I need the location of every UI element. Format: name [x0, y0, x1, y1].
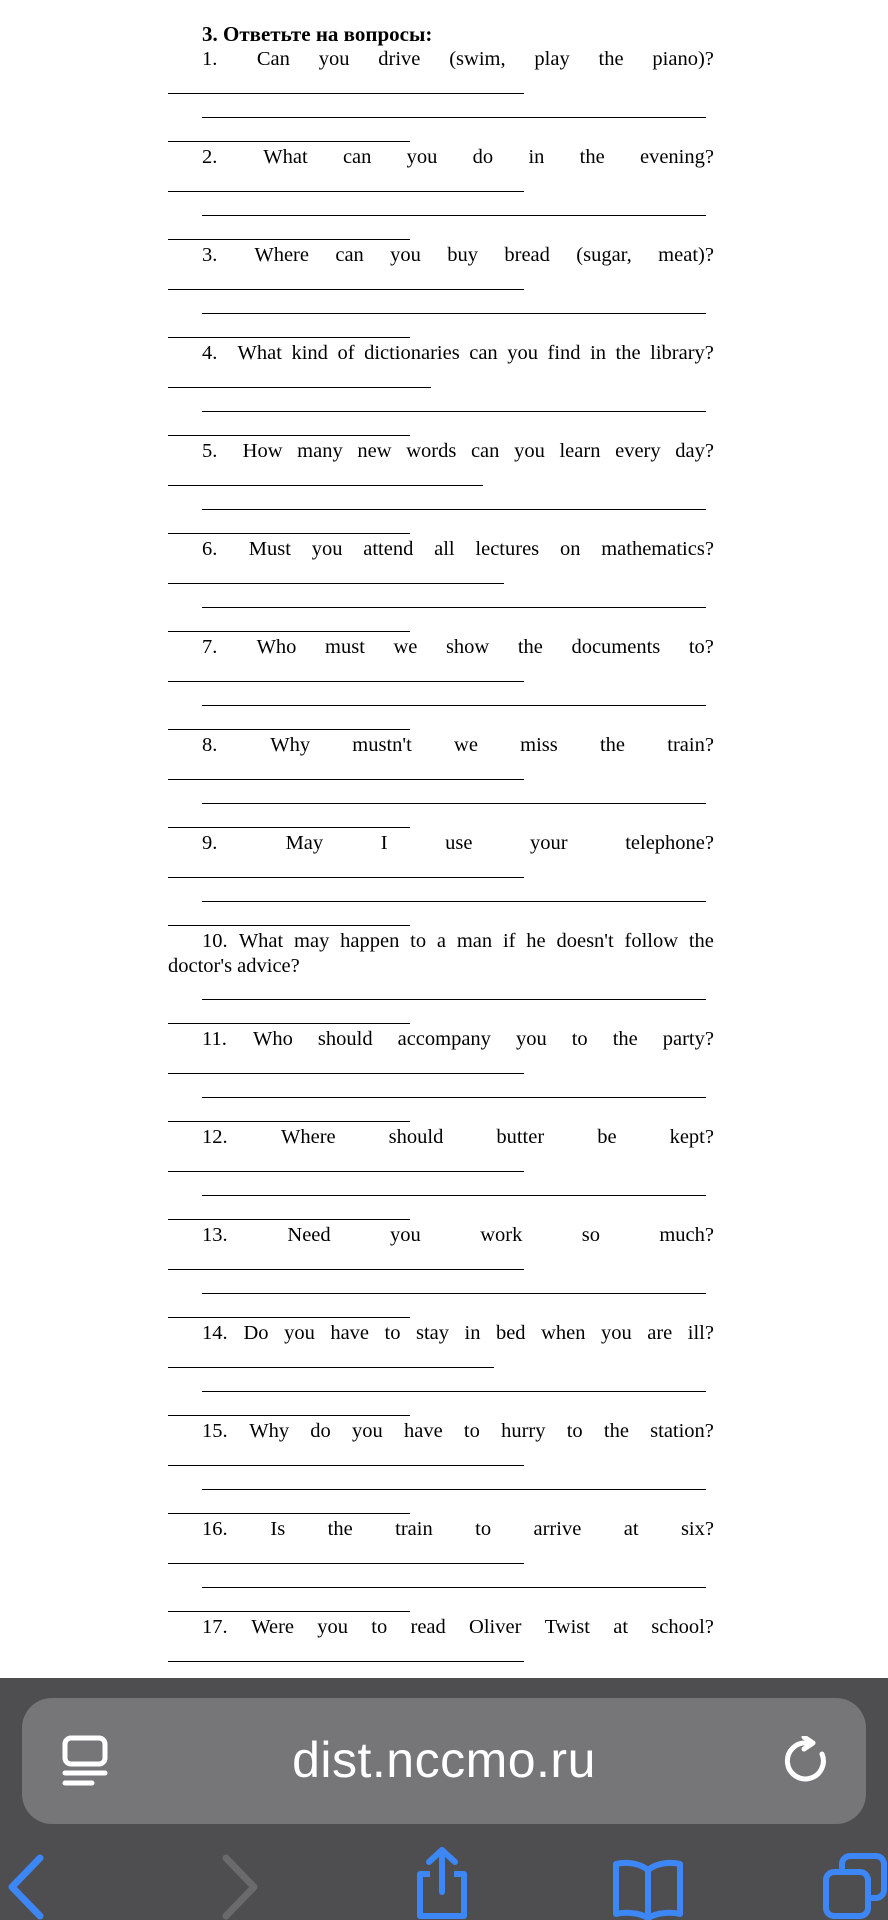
- answer-line-long: [202, 1195, 706, 1196]
- answer-line-lead: [168, 1023, 410, 1024]
- question-word: can: [469, 342, 498, 364]
- question-word: you: [514, 440, 545, 462]
- question-word: the: [599, 734, 626, 756]
- question-word: you: [317, 1616, 349, 1638]
- question-number: 10.: [202, 930, 228, 952]
- question-16: [202, 1517, 714, 1542]
- question-word: attend: [363, 538, 414, 560]
- question-word: when: [541, 1322, 586, 1344]
- question-word: follow: [624, 930, 679, 952]
- answer-line-short: [168, 289, 524, 290]
- question-word: ill?: [687, 1322, 714, 1344]
- question-word: you: [284, 1322, 315, 1344]
- question-4: [202, 341, 714, 366]
- question-word: (swim,: [449, 48, 506, 70]
- question-word: buy: [447, 244, 479, 266]
- question-word: Do: [243, 1322, 269, 1344]
- answer-line-short: [168, 779, 524, 780]
- question-word: Where: [254, 244, 309, 266]
- question-word: meat)?: [658, 244, 714, 266]
- question-word: every: [615, 440, 661, 462]
- question-word: May: [285, 832, 324, 854]
- question-14: [202, 1321, 714, 1346]
- question-word: words: [406, 440, 457, 462]
- tabs-icon[interactable]: [822, 1852, 888, 1920]
- question-word: to: [371, 1616, 388, 1638]
- question-number: 2.: [202, 146, 218, 168]
- question-number: 14.: [202, 1322, 228, 1344]
- question-word: Twist: [544, 1616, 590, 1638]
- question-number: 12.: [202, 1126, 228, 1148]
- question-word: play: [534, 48, 570, 70]
- answer-line-lead: [168, 1513, 410, 1514]
- question-word: day?: [675, 440, 714, 462]
- answer-line-short: [168, 191, 524, 192]
- question-word: to: [384, 1322, 401, 1344]
- question-word: should: [388, 1126, 444, 1148]
- answer-line-lead: [168, 435, 410, 436]
- question-word: do: [472, 146, 494, 168]
- question-word: at: [613, 1616, 629, 1638]
- question-word: (sugar,: [576, 244, 632, 266]
- answer-line-lead: [168, 631, 410, 632]
- question-number: 17.: [202, 1616, 228, 1638]
- answer-line-long: [202, 215, 706, 216]
- question-word: learn: [559, 440, 601, 462]
- question-6: [202, 537, 714, 562]
- question-word: station?: [650, 1420, 714, 1442]
- question-word: What: [238, 930, 284, 952]
- question-word: mathematics?: [601, 538, 714, 560]
- browser-bottom-bar: [0, 1678, 888, 1920]
- question-word: dictionaries: [364, 342, 460, 364]
- question-word: Who: [253, 1028, 293, 1050]
- question-word: I: [380, 832, 388, 854]
- question-word: Were: [251, 1616, 294, 1638]
- answer-line-short: [168, 1563, 524, 1564]
- answer-line-long: [202, 999, 706, 1000]
- question-word: telephone?: [625, 832, 714, 854]
- answer-line-short: [168, 1367, 494, 1368]
- question-word: in: [464, 1322, 481, 1344]
- answer-line-lead: [168, 1611, 410, 1612]
- question-word: stay: [415, 1322, 449, 1344]
- question-number: 7.: [202, 636, 218, 658]
- question-word: the: [598, 48, 624, 70]
- answer-line-long: [202, 411, 706, 412]
- answer-line-short: [168, 1465, 524, 1466]
- question-word: he: [526, 930, 546, 952]
- question-word: happen: [340, 930, 400, 952]
- answer-line-long: [202, 803, 706, 804]
- question-word: you: [390, 244, 421, 266]
- question-word: find: [547, 342, 581, 364]
- answer-line-short: [168, 1269, 524, 1270]
- question-word: arrive: [533, 1518, 582, 1540]
- question-word: piano)?: [652, 48, 714, 70]
- question-word: your: [530, 832, 568, 854]
- answer-line-lead: [168, 925, 410, 926]
- answer-line-short: [168, 1073, 524, 1074]
- question-word: the: [612, 1028, 638, 1050]
- question-word: evening?: [639, 146, 714, 168]
- question-number: 6.: [202, 538, 218, 560]
- question-word: the: [517, 636, 543, 658]
- question-word: should: [317, 1028, 373, 1050]
- question-word: kept?: [669, 1126, 714, 1148]
- question-word: lectures: [475, 538, 540, 560]
- answer-line-lead: [168, 827, 410, 828]
- answer-line-short: [168, 1171, 524, 1172]
- question-word: must: [325, 636, 365, 658]
- question-word: Where: [281, 1126, 336, 1148]
- question-number: 15.: [202, 1420, 228, 1442]
- question-number: 11.: [202, 1028, 227, 1050]
- answer-line-long: [202, 1097, 706, 1098]
- answer-line-short: [168, 681, 524, 682]
- back-chevron-icon[interactable]: [4, 1854, 48, 1920]
- question-word: to: [410, 930, 427, 952]
- question-word: the: [688, 930, 714, 952]
- answer-line-lead: [168, 1317, 410, 1318]
- question-word: accompany: [397, 1028, 491, 1050]
- question-word: the: [579, 146, 605, 168]
- question-word: to: [463, 1420, 480, 1442]
- question-word: all: [434, 538, 455, 560]
- question-word: butter: [496, 1126, 545, 1148]
- question-word: the: [603, 1420, 629, 1442]
- answer-line-short: [168, 387, 431, 388]
- answer-line-long: [202, 1587, 706, 1588]
- address-bar[interactable]: [22, 1698, 866, 1824]
- answer-line-short: [168, 93, 524, 94]
- question-number: 16.: [202, 1518, 228, 1540]
- answer-line-long: [202, 1489, 706, 1490]
- question-11: [202, 1027, 714, 1052]
- question-word: What: [237, 342, 282, 364]
- answer-line-long: [202, 901, 706, 902]
- question-word: show: [445, 636, 490, 658]
- question-word: on: [559, 538, 581, 560]
- answer-line-lead: [168, 1121, 410, 1122]
- question-word: at: [623, 1518, 639, 1540]
- question-word: new: [357, 440, 392, 462]
- question-number: 5.: [202, 440, 218, 462]
- answer-line-long: [202, 117, 706, 118]
- question-word: use: [445, 832, 473, 854]
- question-word: you: [352, 1420, 383, 1442]
- question-word: in: [590, 342, 607, 364]
- question-word: school?: [651, 1616, 714, 1638]
- reload-icon[interactable]: [782, 1736, 832, 1786]
- question-word: may: [294, 930, 330, 952]
- question-word: the: [615, 342, 641, 364]
- question-word: you: [600, 1322, 632, 1344]
- answer-line-lead: [168, 337, 410, 338]
- question-number: 8.: [202, 734, 218, 756]
- bookmarks-book-icon[interactable]: [612, 1858, 684, 1920]
- question-word: Is: [270, 1518, 286, 1540]
- question-word: you: [507, 342, 538, 364]
- question-word: documents: [571, 636, 661, 658]
- question-word: the: [327, 1518, 353, 1540]
- answer-line-long: [202, 313, 706, 314]
- question-word: mustn't: [352, 734, 412, 756]
- question-word: man: [456, 930, 493, 952]
- question-word: six?: [680, 1518, 714, 1540]
- answer-line-lead: [168, 1415, 410, 1416]
- question-word: be: [597, 1126, 617, 1148]
- question-word: are: [647, 1322, 673, 1344]
- question-word: train: [395, 1518, 433, 1540]
- question-word: can: [342, 146, 372, 168]
- question-word: can: [335, 244, 364, 266]
- question-word: you: [406, 146, 438, 168]
- question-word: Why: [249, 1420, 290, 1442]
- question-word: Who: [256, 636, 297, 658]
- question-word: we: [454, 734, 478, 756]
- answer-line-lead: [168, 1219, 410, 1220]
- question-word: if: [502, 930, 516, 952]
- question-number: 1.: [202, 48, 218, 70]
- share-icon[interactable]: [412, 1846, 472, 1920]
- question-word: library?: [650, 342, 714, 364]
- question-word: hurry: [501, 1420, 546, 1442]
- question-word: doesn't: [556, 930, 614, 952]
- answer-line-short: [168, 485, 483, 486]
- question-word: much?: [659, 1224, 714, 1246]
- question-word: do: [310, 1420, 331, 1442]
- answer-line-long: [202, 705, 706, 706]
- answer-line-short: [168, 877, 524, 878]
- section-heading: 3. Ответьте на вопросы:: [202, 22, 433, 46]
- question-13: [202, 1223, 714, 1248]
- question-word: we: [393, 636, 418, 658]
- question-word: have: [403, 1420, 443, 1442]
- question-word: Need: [287, 1224, 331, 1246]
- question-word: Can: [256, 48, 290, 70]
- question-number: 9.: [202, 832, 218, 854]
- answer-line-long: [202, 509, 706, 510]
- question-word: a: [436, 930, 447, 952]
- question-word: work: [480, 1224, 523, 1246]
- question-word: many: [297, 440, 343, 462]
- question-word: have: [330, 1322, 370, 1344]
- question-9: [202, 831, 714, 856]
- question-word: you: [390, 1224, 421, 1246]
- question-word: bread: [504, 244, 550, 266]
- question-word: you: [515, 1028, 547, 1050]
- question-word: drive: [378, 48, 421, 70]
- question-1: [202, 47, 714, 72]
- question-continuation: doctor's advice?: [168, 955, 300, 977]
- answer-line-long: [202, 607, 706, 608]
- question-word: can: [470, 440, 500, 462]
- question-number: 13.: [202, 1224, 228, 1246]
- question-7: [202, 635, 714, 660]
- answer-line-long: [202, 1293, 706, 1294]
- question-word: miss: [520, 734, 558, 756]
- question-5: [202, 439, 714, 464]
- answer-line-long: [202, 1391, 706, 1392]
- question-word: of: [337, 342, 355, 364]
- question-word: you: [311, 538, 343, 560]
- question-word: in: [528, 146, 545, 168]
- answer-line-short: [168, 1661, 524, 1662]
- question-number: 4.: [202, 342, 218, 364]
- question-3: [202, 243, 714, 268]
- question-word: bed: [495, 1322, 526, 1344]
- answer-line-lead: [168, 141, 410, 142]
- question-word: Why: [270, 734, 311, 756]
- question-word: party?: [662, 1028, 714, 1050]
- question-word: train?: [667, 734, 714, 756]
- question-8: [202, 733, 714, 758]
- question-number: 3.: [202, 244, 218, 266]
- question-word: read: [410, 1616, 446, 1638]
- question-word: to?: [688, 636, 714, 658]
- question-15: [202, 1419, 714, 1444]
- forward-chevron-icon: [218, 1854, 262, 1920]
- question-word: What: [263, 146, 308, 168]
- question-17: [202, 1615, 714, 1640]
- answer-line-short: [168, 583, 504, 584]
- question-word: so: [581, 1224, 600, 1246]
- address-text[interactable]: dist.nccmo.ru: [292, 1732, 596, 1788]
- question-2: [202, 145, 714, 170]
- answer-line-lead: [168, 729, 410, 730]
- question-word: How: [242, 440, 283, 462]
- answer-line-lead: [168, 239, 410, 240]
- question-word: you: [318, 48, 350, 70]
- question-word: to: [475, 1518, 492, 1540]
- question-word: to: [566, 1420, 583, 1442]
- question-word: to: [571, 1028, 588, 1050]
- question-word: Oliver: [469, 1616, 522, 1638]
- question-12: [202, 1125, 714, 1150]
- answer-line-lead: [168, 533, 410, 534]
- question-word: kind: [291, 342, 328, 364]
- question-10: [168, 929, 714, 979]
- question-word: Must: [248, 538, 291, 560]
